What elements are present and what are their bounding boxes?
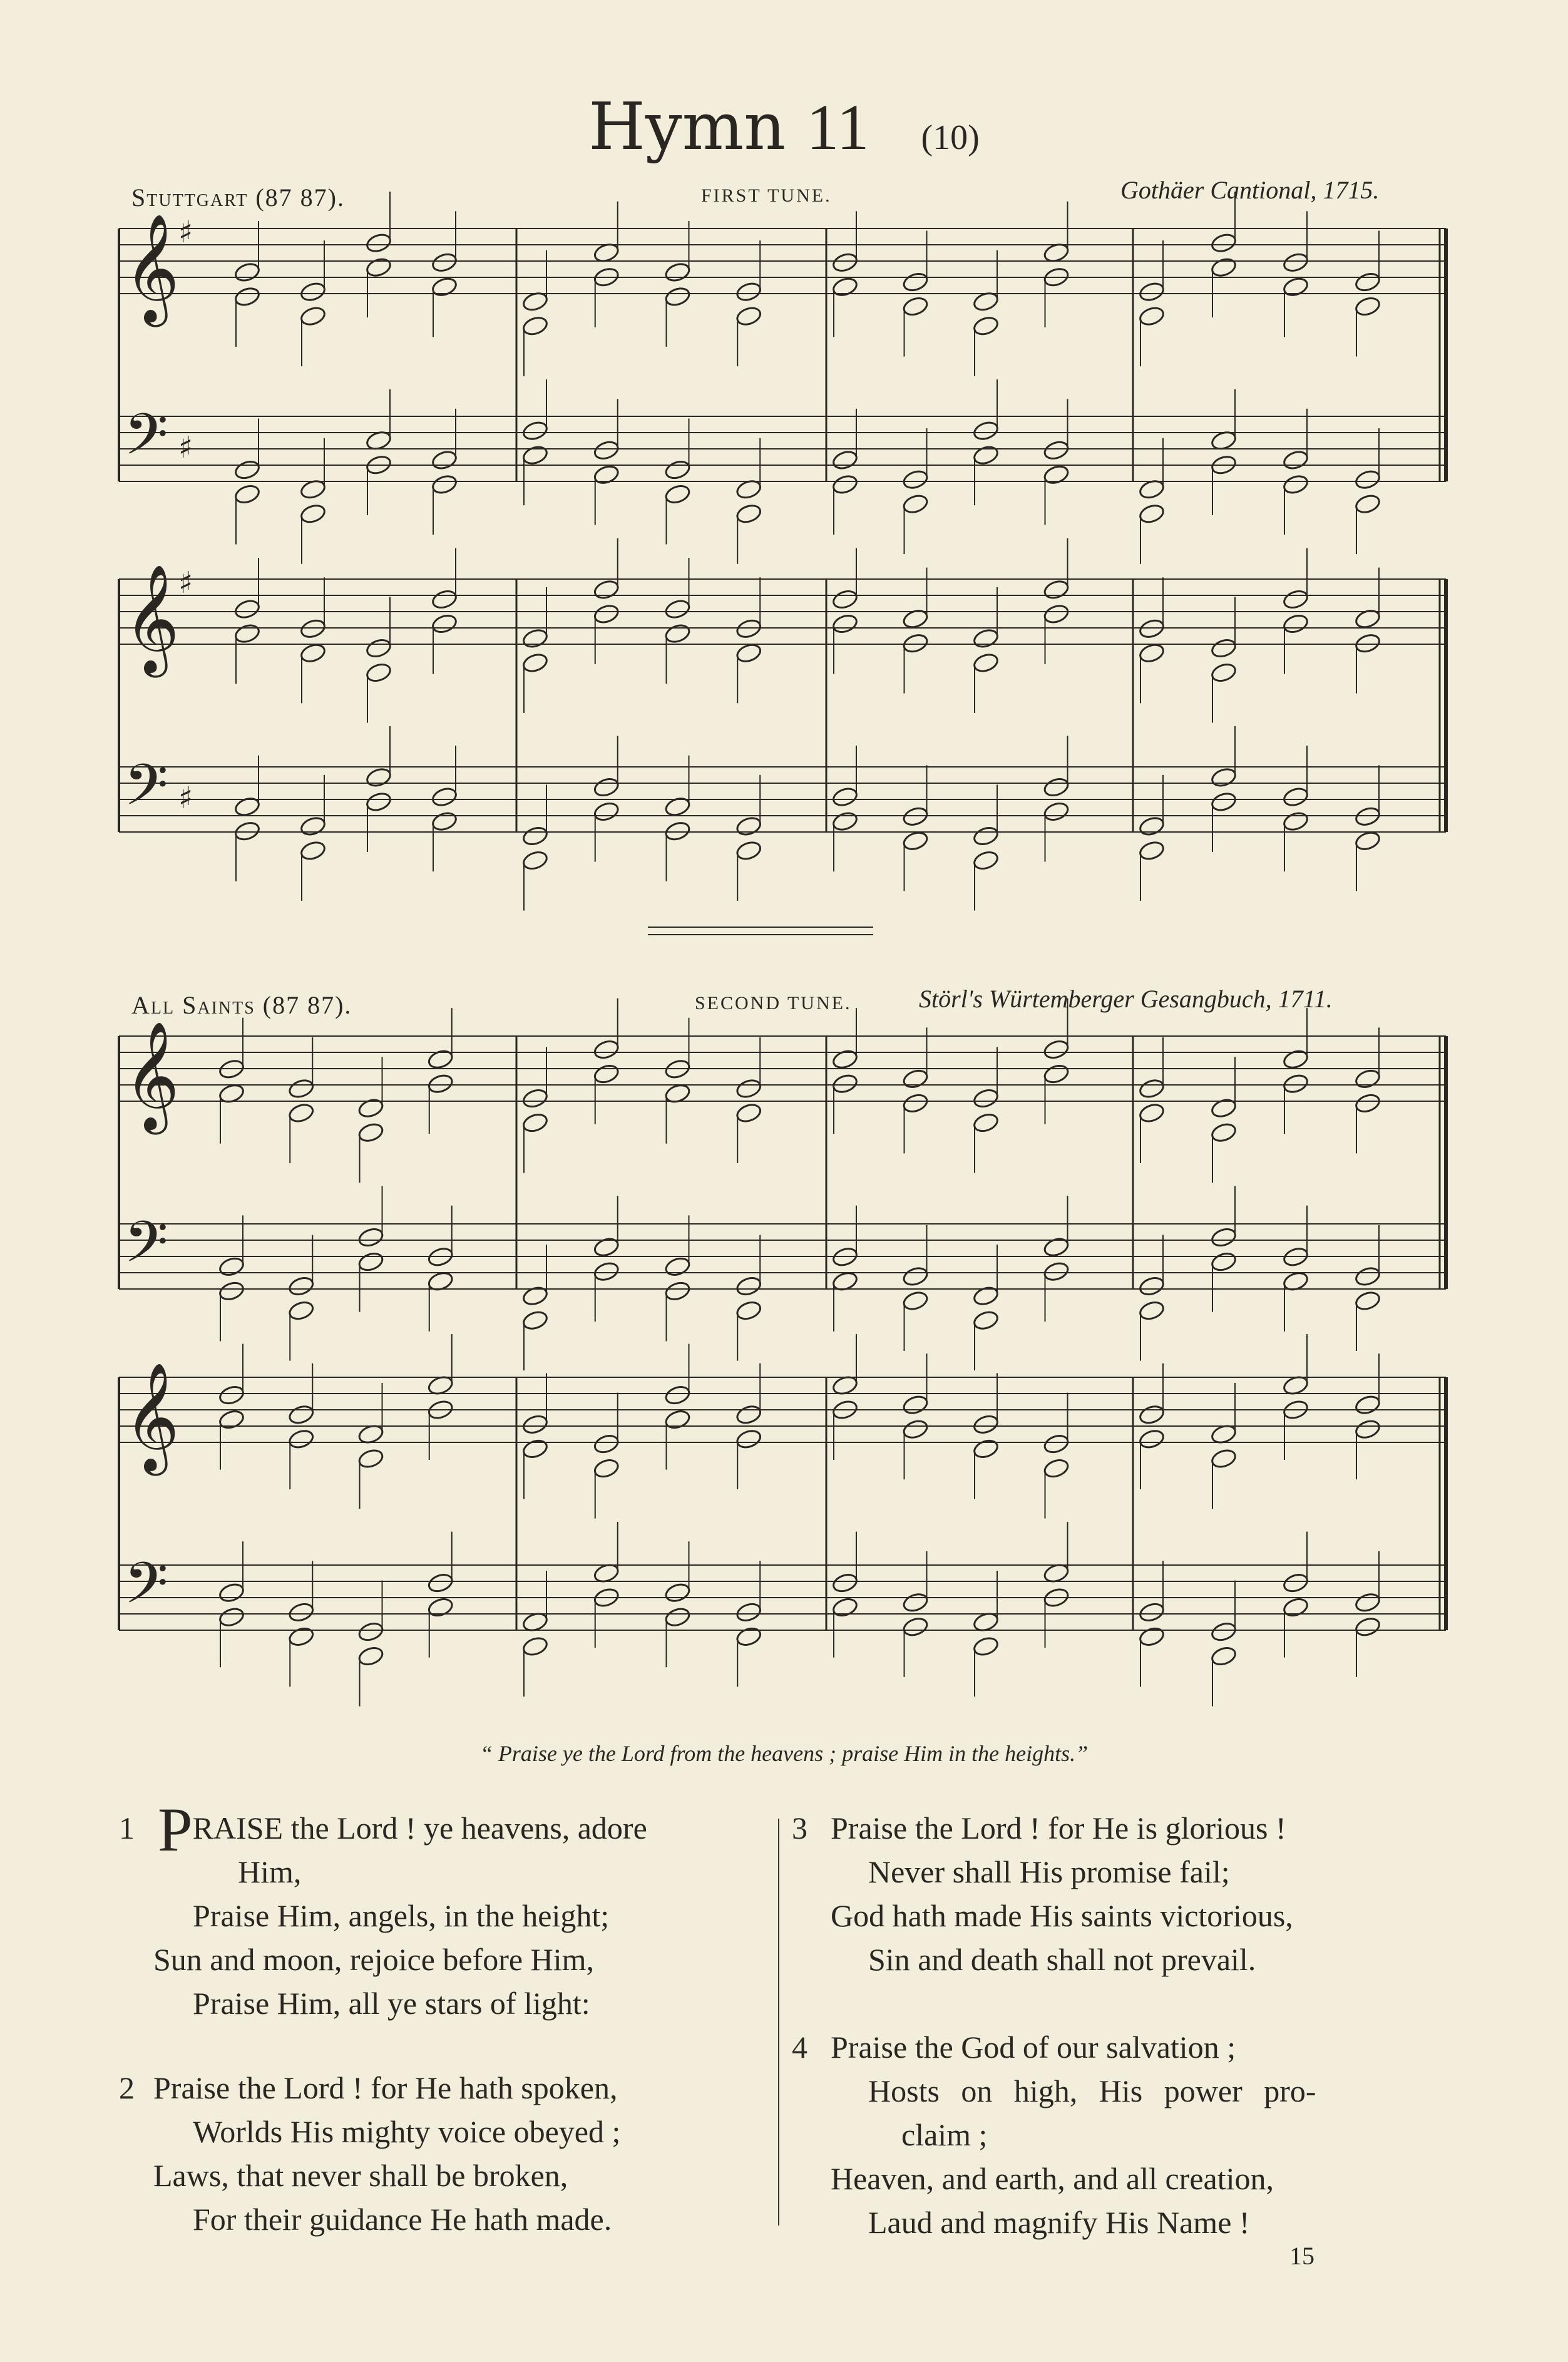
bass-clef-icon: 𝄢 (124, 1209, 168, 1289)
note-head (902, 1591, 930, 1614)
note-head (431, 786, 458, 808)
note-head (357, 1121, 385, 1144)
note-head (664, 459, 692, 481)
note-head (357, 1097, 385, 1119)
note-head (365, 256, 392, 279)
note-head (735, 1275, 762, 1298)
note-head (1354, 1591, 1381, 1614)
note-head (1282, 588, 1309, 611)
note-head (735, 1404, 762, 1426)
note-head (593, 1457, 620, 1480)
note-head (299, 642, 327, 665)
verse-line: Him, (238, 1854, 302, 1889)
note-head (233, 459, 261, 481)
note-head (521, 1635, 549, 1658)
note-head (1282, 449, 1309, 471)
note-head (1354, 1265, 1381, 1288)
note-head (1210, 256, 1237, 279)
note-head (521, 1285, 549, 1307)
note-head (593, 439, 620, 462)
note-head (735, 1077, 762, 1100)
note-head (233, 285, 261, 308)
note-head (1282, 786, 1309, 808)
note-head (521, 419, 549, 442)
verse-line: For their guidance He hath made. (193, 2202, 612, 2237)
note-head (218, 1384, 245, 1407)
note-head (664, 261, 692, 284)
note-head (1210, 1251, 1237, 1273)
note-head (1282, 1572, 1309, 1594)
note-head (1210, 1645, 1237, 1668)
verse-line: Praise the Lord ! for He is glorious ! (831, 1810, 1286, 1846)
note-head (972, 1309, 1000, 1332)
note-head (1138, 815, 1166, 838)
verse-line: claim ; (901, 2117, 988, 2152)
treble-clef-icon: 𝄞 (124, 564, 180, 673)
note-head (735, 642, 762, 665)
note-head (593, 801, 620, 823)
note-head (902, 1418, 930, 1440)
note-head (664, 1606, 692, 1628)
note-head (972, 1112, 1000, 1134)
note-head (287, 1275, 315, 1298)
hymn-number: 11 (806, 91, 869, 163)
note-head (593, 578, 620, 601)
note-head (431, 276, 458, 299)
note-head (831, 473, 859, 496)
note-head (664, 1409, 692, 1431)
verse-number: 2 (119, 2070, 135, 2105)
note-head (1138, 642, 1166, 665)
note-head (1282, 276, 1309, 299)
note-head (218, 1280, 245, 1303)
note-head (299, 618, 327, 640)
note-head (365, 791, 392, 813)
tune-1-label: FIRST TUNE. (701, 185, 832, 206)
tune-2-label: SECOND TUNE. (695, 993, 852, 1014)
note-head (593, 1236, 620, 1258)
note-head (1210, 1447, 1237, 1470)
note-head (1138, 503, 1166, 525)
note-head (1043, 1457, 1070, 1480)
note-head (972, 652, 1000, 674)
note-head (902, 468, 930, 491)
column-divider (778, 1819, 779, 2226)
note-head (521, 825, 549, 848)
note-head (521, 652, 549, 674)
note-head (1043, 578, 1070, 601)
note-head (1043, 464, 1070, 486)
note-head (299, 280, 327, 303)
note-head (664, 1581, 692, 1604)
note-head (902, 1394, 930, 1416)
note-head (1210, 1226, 1237, 1249)
note-head (735, 503, 762, 525)
hymn-alt-number: (10) (921, 118, 980, 157)
verse-line: Praise the Lord ! for He hath spoken, (153, 2070, 618, 2105)
tune-2-source: Störl's Würtemberger Gesangbuch, 1711. (919, 985, 1333, 1013)
verse-line: God hath made His saints victorious, (831, 1898, 1293, 1933)
note-head (664, 1384, 692, 1407)
note-head (431, 473, 458, 496)
note-head (593, 776, 620, 799)
note-head (1138, 840, 1166, 862)
note-head (972, 825, 1000, 848)
note-head (902, 295, 930, 318)
note-head (664, 622, 692, 645)
note-head (593, 1063, 620, 1086)
note-head (735, 1102, 762, 1124)
verse-1 (119, 1795, 770, 2025)
verse-line: Praise Him, all ye stars of light: (193, 1986, 590, 2021)
note-head (902, 1068, 930, 1091)
note-head (431, 588, 458, 611)
note-head (287, 1428, 315, 1451)
page-number: 15 (1289, 2242, 1314, 2270)
note-head (299, 305, 327, 327)
verse-line: Never shall His promise fail; (868, 1854, 1230, 1889)
note-head (664, 598, 692, 620)
note-head (735, 815, 762, 838)
note-head (1138, 1275, 1166, 1298)
note-head (735, 1428, 762, 1451)
note-head (831, 1048, 859, 1071)
note-head (287, 1077, 315, 1100)
tune-separator-rule (648, 934, 873, 935)
bass-clef-icon: 𝄢 (124, 401, 168, 481)
note-head (831, 810, 859, 833)
note-head (233, 483, 261, 506)
note-head (972, 419, 1000, 442)
verse-number: 4 (792, 2030, 807, 2065)
note-head (664, 1256, 692, 1278)
note-head (902, 271, 930, 294)
note-head (1138, 280, 1166, 303)
note-head (972, 315, 1000, 337)
tune-1-source: Gothäer Cantional, 1715. (1120, 176, 1380, 204)
epigraph: “ Praise ye the Lord from the heavens ; praise Him in the heights.” (479, 1741, 1089, 1766)
verse-line: Hosts on high, His power pro- (868, 2073, 1316, 2108)
note-head (902, 1092, 930, 1115)
note-head (1282, 613, 1309, 635)
note-head (1043, 1236, 1070, 1258)
note-head (972, 444, 1000, 466)
key-signature-sharp: ♯ (178, 781, 193, 816)
note-head (1043, 1260, 1070, 1283)
note-head (1043, 1039, 1070, 1061)
note-head (735, 1300, 762, 1322)
note-head (902, 1616, 930, 1638)
note-head (1282, 1596, 1309, 1619)
drop-cap: P (158, 1795, 193, 1864)
note-head (831, 1572, 859, 1594)
note-head (972, 850, 1000, 872)
note-head (1354, 1092, 1381, 1115)
tune-1-name: Stuttgart (87 87). (131, 183, 345, 212)
note-head (357, 1645, 385, 1668)
note-head (972, 627, 1000, 650)
note-head (365, 232, 392, 254)
note-head (902, 1290, 930, 1312)
note-head (1282, 1048, 1309, 1071)
note-head (365, 662, 392, 684)
note-head (1043, 801, 1070, 823)
note-head (1043, 603, 1070, 625)
note-head (735, 840, 762, 862)
note-head (1354, 1418, 1381, 1440)
note-head (1138, 1601, 1166, 1624)
note-head (735, 280, 762, 303)
verse-4 (792, 2025, 1443, 2244)
note-head (735, 618, 762, 640)
note-head (287, 1601, 315, 1624)
note-head (831, 276, 859, 299)
note-head (1354, 271, 1381, 294)
treble-clef-icon: 𝄞 (124, 213, 180, 322)
note-head (902, 830, 930, 853)
verse-line: Sin and death shall not prevail. (868, 1942, 1256, 1977)
note-head (1210, 662, 1237, 684)
note-head (664, 1280, 692, 1303)
verse-number: 3 (792, 1810, 807, 1846)
note-head (427, 1072, 454, 1095)
note-head (1354, 1394, 1381, 1416)
note-head (287, 1102, 315, 1124)
key-signature-sharp: ♯ (178, 565, 193, 600)
note-head (287, 1300, 315, 1322)
note-head (593, 1260, 620, 1283)
note-head (218, 1409, 245, 1431)
note-head (831, 252, 859, 274)
note-head (735, 1626, 762, 1648)
note-head (902, 1265, 930, 1288)
note-head (664, 483, 692, 506)
note-head (1138, 1428, 1166, 1451)
tune-separator-rule (648, 927, 873, 928)
note-head (521, 1087, 549, 1110)
note-head (1138, 1300, 1166, 1322)
note-head (1354, 1290, 1381, 1312)
verse-line: Laud and magnify His Name ! (868, 2205, 1250, 2240)
verse-line: Praise Him, angels, in the height; (193, 1898, 610, 1933)
note-head (1138, 1102, 1166, 1124)
note-head (1138, 618, 1166, 640)
note-head (521, 1309, 549, 1332)
note-head (431, 613, 458, 635)
note-head (593, 1039, 620, 1061)
note-head (427, 1572, 454, 1594)
key-signature-sharp: ♯ (178, 215, 193, 250)
note-head (233, 598, 261, 620)
verse-3 (792, 1806, 1443, 1981)
note-head (1354, 1616, 1381, 1638)
note-head (1210, 766, 1237, 789)
note-head (299, 503, 327, 525)
note-head (357, 1621, 385, 1643)
note-head (593, 1433, 620, 1456)
note-head (1043, 439, 1070, 462)
note-head (233, 820, 261, 843)
note-head (521, 850, 549, 872)
note-head (233, 622, 261, 645)
note-head (521, 315, 549, 337)
note-head (299, 840, 327, 862)
note-head (1210, 1121, 1237, 1144)
note-head (1282, 252, 1309, 274)
note-head (1138, 1404, 1166, 1426)
note-head (593, 603, 620, 625)
note-head (1354, 1068, 1381, 1091)
note-head (1282, 1072, 1309, 1095)
tune-2-name: All Saints (87 87). (131, 991, 352, 1019)
treble-clef-icon: 𝄞 (124, 1021, 180, 1130)
bass-clef-icon: 𝄢 (124, 752, 168, 832)
note-head (831, 588, 859, 611)
note-head (664, 285, 692, 308)
note-head (1210, 1097, 1237, 1119)
note-head (218, 1256, 245, 1278)
note-head (218, 1581, 245, 1604)
note-head (735, 1601, 762, 1624)
note-head (427, 1596, 454, 1619)
note-head (1210, 791, 1237, 813)
note-head (831, 449, 859, 471)
note-head (1282, 473, 1309, 496)
note-head (831, 1596, 859, 1619)
note-head (1138, 305, 1166, 327)
note-head (593, 464, 620, 486)
note-head (1354, 493, 1381, 515)
note-head (365, 637, 392, 660)
key-signature-sharp: ♯ (178, 430, 193, 465)
treble-clef-icon: 𝄞 (124, 1362, 180, 1471)
note-head (902, 632, 930, 655)
note-head (1282, 810, 1309, 833)
note-head (1210, 232, 1237, 254)
note-head (1210, 1621, 1237, 1643)
note-head (1138, 1626, 1166, 1648)
note-head (357, 1251, 385, 1273)
verse-line: Sun and moon, rejoice before Him, (153, 1942, 594, 1977)
note-head (735, 305, 762, 327)
note-head (1354, 295, 1381, 318)
note-head (1138, 1077, 1166, 1100)
note-head (972, 1635, 1000, 1658)
note-head (902, 493, 930, 515)
note-head (972, 1414, 1000, 1436)
note-head (521, 627, 549, 650)
note-head (1354, 468, 1381, 491)
note-head (902, 806, 930, 828)
note-head (431, 810, 458, 833)
note-head (218, 1606, 245, 1628)
verse-2 (119, 2066, 770, 2241)
note-head (431, 449, 458, 471)
note-head (299, 815, 327, 838)
note-head (431, 252, 458, 274)
note-head (1354, 830, 1381, 853)
verse-line: Praise the God of our salvation ; (831, 2030, 1236, 2065)
note-head (287, 1404, 315, 1426)
note-head (664, 820, 692, 843)
note-head (365, 766, 392, 789)
note-head (1210, 637, 1237, 660)
note-head (521, 444, 549, 466)
note-head (1354, 632, 1381, 655)
note-head (831, 1072, 859, 1095)
note-head (972, 1285, 1000, 1307)
note-head (831, 613, 859, 635)
note-head (1043, 776, 1070, 799)
note-head (521, 1438, 549, 1461)
verse-line: PRAISE the Lord ! ye heavens, adore (158, 1795, 647, 1864)
note-head (521, 1414, 549, 1436)
verse-line: Worlds His mighty voice obeyed ; (193, 2114, 621, 2149)
note-head (1043, 1063, 1070, 1086)
note-head (287, 1626, 315, 1648)
note-head (427, 1048, 454, 1071)
note-head (831, 786, 859, 808)
note-head (1354, 806, 1381, 828)
verse-line: Laws, that never shall be broken, (153, 2158, 568, 2193)
verse-number: 1 (119, 1810, 135, 1846)
note-head (521, 1112, 549, 1134)
verse-line: Heaven, and earth, and all creation, (831, 2161, 1274, 2196)
note-head (357, 1447, 385, 1470)
hymn-title-prefix: Hymn (588, 88, 786, 165)
note-head (357, 1226, 385, 1249)
note-head (233, 261, 261, 284)
note-head (972, 1438, 1000, 1461)
bass-clef-icon: 𝄢 (124, 1550, 168, 1630)
note-head (972, 1087, 1000, 1110)
note-head (1043, 1433, 1070, 1456)
